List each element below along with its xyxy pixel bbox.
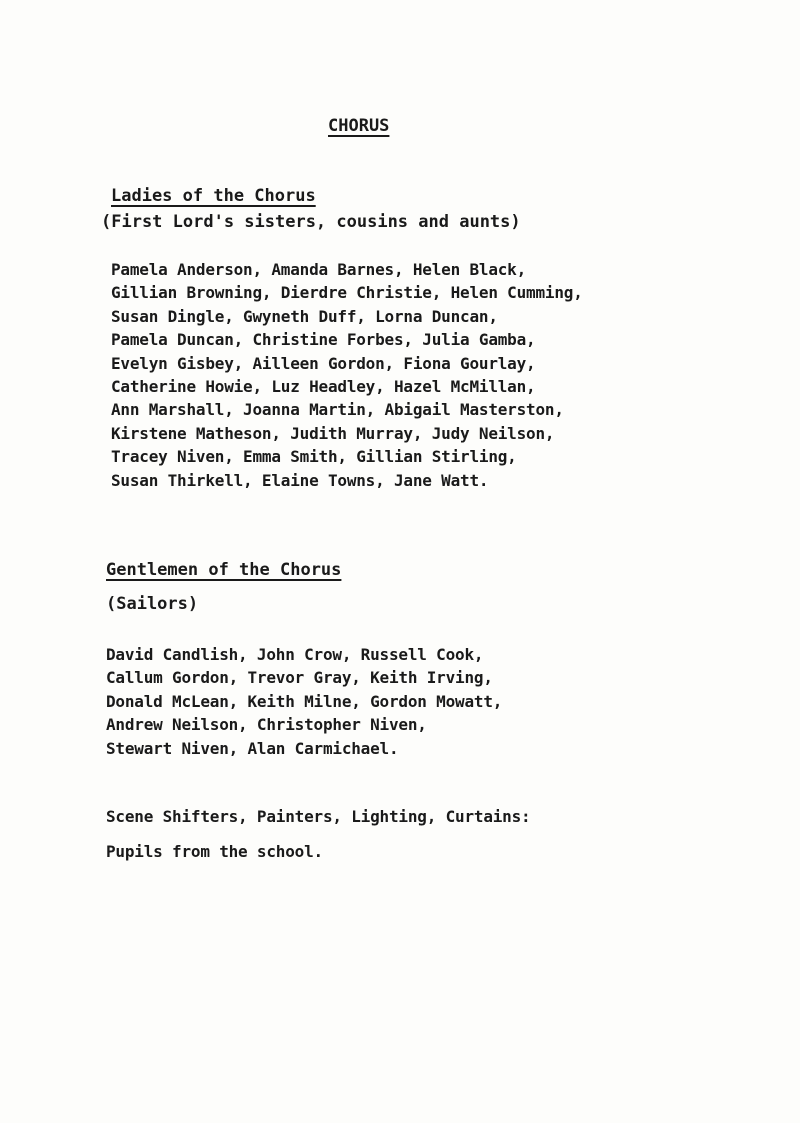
ladies-names-list xyxy=(111,258,583,492)
ladies-heading: Ladies of the Chorus xyxy=(111,186,316,206)
gentlemen-names-list xyxy=(106,643,502,760)
list-item: Stewart Niven, Alan Carmichael. xyxy=(106,738,399,758)
list-item: Andrew Neilson, Christopher Niven, xyxy=(106,715,427,735)
list-item: Pamela Anderson, Amanda Barnes, Helen Black, xyxy=(111,260,527,279)
list-item: Donald McLean, Keith Milne, Gordon Mowatt, xyxy=(106,691,503,711)
list-item: Kirstene Matheson, Judith Murray, Judy Neilson, xyxy=(111,423,555,443)
gentlemen-heading: Gentlemen of the Chorus xyxy=(106,560,342,580)
list-item: Susan Thirkell, Elaine Towns, Jane Watt. xyxy=(111,470,489,490)
list-item: Susan Dingle, Gwyneth Duff, Lorna Duncan, xyxy=(111,306,498,326)
list-item: David Candlish, John Crow, Russell Cook, xyxy=(106,645,484,664)
ladies-subheading: (First Lord's sisters, cousins and aunts) xyxy=(101,212,521,232)
list-item: Catherine Howie, Luz Headley, Hazel McMillan, xyxy=(111,377,536,397)
crew-roles: Scene Shifters, Painters, Lighting, Curtains: xyxy=(106,807,531,826)
list-item: Evelyn Gisbey, Ailleen Gordon, Fiona Gourlay, xyxy=(111,353,536,373)
list-item: Callum Gordon, Trevor Gray, Keith Irving, xyxy=(106,668,493,688)
list-item: Gillian Browning, Dierdre Christie, Helen Cumming, xyxy=(111,283,583,303)
list-item: Pamela Duncan, Christine Forbes, Julia Gamba, xyxy=(111,330,536,350)
gentlemen-subheading: (Sailors) xyxy=(106,594,199,614)
page-title: CHORUS xyxy=(328,116,390,136)
list-item: Tracey Niven, Emma Smith, Gillian Stirling, xyxy=(111,447,517,467)
crew-people: Pupils from the school. xyxy=(106,842,323,861)
list-item: Ann Marshall, Joanna Martin, Abigail Masterston, xyxy=(111,400,564,420)
